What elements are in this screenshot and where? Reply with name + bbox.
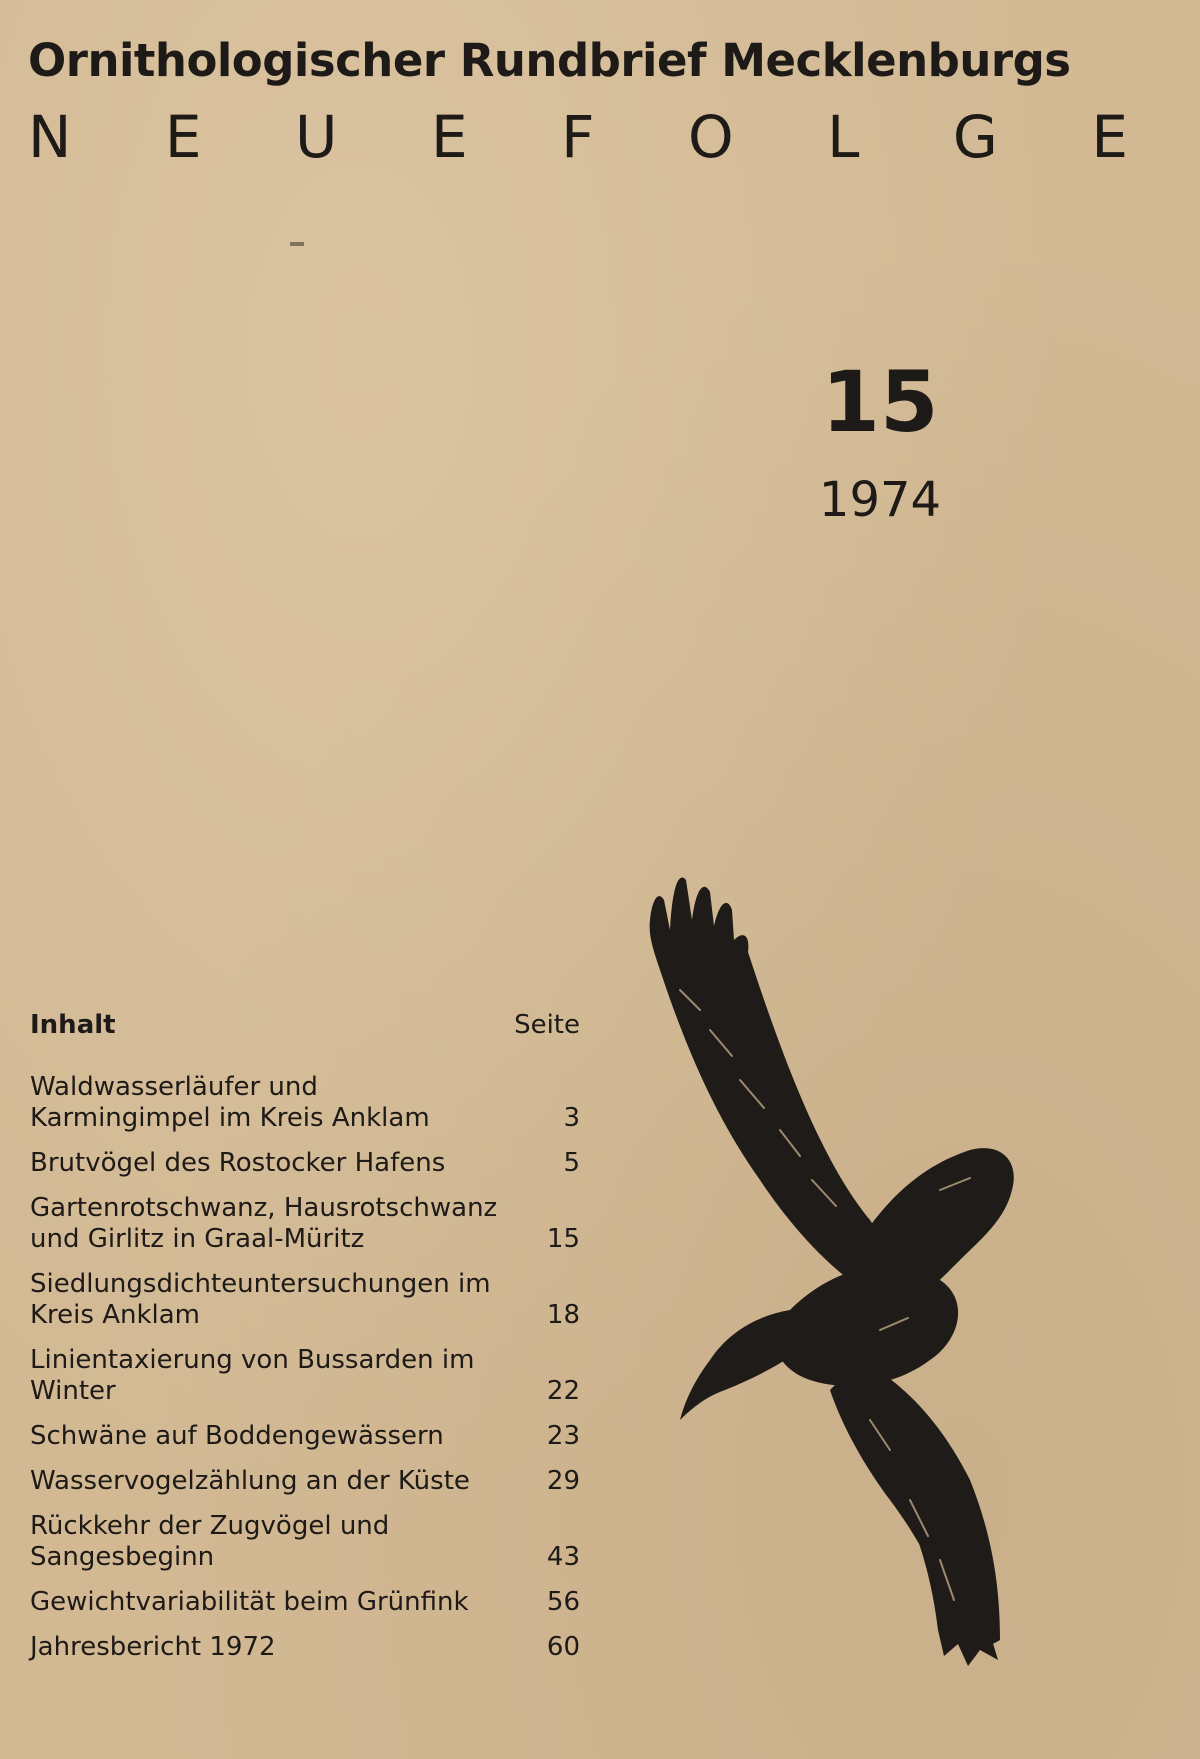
toc-entry — [30, 1587, 580, 1618]
toc-entry-page: 29 — [546, 1466, 580, 1496]
toc-entry-title: Rückkehr der Zugvögel und Sangesbeginn — [30, 1511, 390, 1572]
toc-entry-title: Siedlungsdichteuntersuchungen im Kreis Anklam — [30, 1269, 491, 1330]
toc-entry-page: 22 — [546, 1376, 580, 1406]
toc-entry-title: Brutvögel des Rostocker Hafens — [30, 1148, 446, 1178]
subtitle-letter: G — [952, 103, 998, 171]
toc-entry-page: 43 — [546, 1542, 580, 1572]
toc-entry-title: Wasservogelzählung an der Küste — [30, 1466, 470, 1496]
toc-entry-page: 56 — [546, 1587, 580, 1617]
subtitle-letter: F — [561, 103, 595, 171]
issue-year: 1974 — [818, 472, 942, 528]
table-of-contents — [30, 1010, 580, 1677]
flying-bird-icon — [640, 860, 1080, 1700]
subtitle-letter: E — [164, 103, 202, 171]
subtitle-letter: E — [1091, 103, 1128, 171]
toc-entry — [30, 1345, 580, 1407]
subtitle-letter: E — [430, 103, 468, 171]
toc-entry-title: Waldwasserläufer und Karmingimpel im Kreis Anklam — [30, 1072, 430, 1133]
toc-entry-title: Gewichtvariabilität beim Grünfink — [30, 1587, 469, 1617]
toc-entry — [30, 1148, 580, 1179]
publication-subtitle — [28, 103, 1128, 171]
toc-entry-page: 23 — [546, 1421, 580, 1451]
print-speck — [290, 242, 304, 246]
toc-entry — [30, 1511, 580, 1573]
subtitle-letter: N — [28, 103, 72, 171]
subtitle-letter: U — [295, 103, 338, 171]
toc-entry — [30, 1193, 580, 1255]
toc-entry-page: 15 — [546, 1224, 580, 1254]
toc-heading: Inhalt — [30, 1010, 116, 1040]
toc-entry-title: Gartenrotschwanz, Hausrotschwanz und Girlitz in Graal-Müritz — [30, 1193, 498, 1254]
toc-entry-page: 5 — [563, 1148, 580, 1178]
toc-entry-title: Linientaxierung von Bussarden im Winter — [30, 1345, 475, 1406]
subtitle-letter: O — [687, 103, 734, 171]
publication-title: Ornithologischer Rundbrief Mecklenburgs — [28, 34, 1071, 87]
subtitle-letter: L — [827, 103, 860, 171]
toc-page-heading: Seite — [514, 1010, 580, 1040]
issue-number: 15 — [821, 353, 939, 451]
toc-entry-title: Schwäne auf Boddengewässern — [30, 1421, 444, 1451]
toc-entry — [30, 1421, 580, 1452]
toc-header — [30, 1010, 580, 1040]
toc-entry — [30, 1632, 580, 1663]
toc-entry-page: 3 — [563, 1103, 580, 1133]
toc-entry — [30, 1466, 580, 1497]
toc-entry-page: 60 — [546, 1632, 580, 1662]
toc-entry-page: 18 — [546, 1300, 580, 1330]
toc-entry-title: Jahresbericht 1972 — [30, 1632, 276, 1662]
toc-entry — [30, 1269, 580, 1331]
toc-entry — [30, 1072, 580, 1134]
